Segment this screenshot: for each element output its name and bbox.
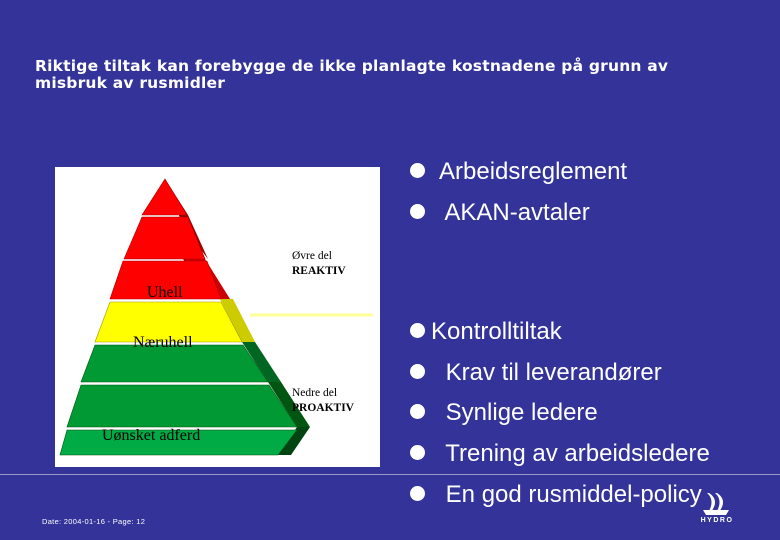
hydro-viking-ship-icon xyxy=(693,490,741,518)
bullet-dot-icon xyxy=(410,163,425,178)
hydro-logo xyxy=(693,490,741,530)
bullet-item xyxy=(410,481,702,509)
level-label-uonsket-adferd: Uønsket adferd xyxy=(102,427,201,444)
logo-text: HYDRO xyxy=(700,517,734,524)
slide-title: Riktige tiltak kan forebygge de ikke planlagte kostnadene på grunn av misbruk av rusmidler xyxy=(35,57,669,92)
bullet-dot-icon xyxy=(410,445,425,460)
pyramid-red-band xyxy=(124,217,205,259)
level-label-naeruhell: Næruhell xyxy=(133,334,193,351)
bullet-item xyxy=(410,359,662,387)
bullet-dot-icon xyxy=(410,404,425,419)
bullet-text: Krav til leverandører xyxy=(439,359,662,386)
bullet-item xyxy=(410,318,562,346)
bullet-text: AKAN-avtaler xyxy=(439,199,590,226)
pyramid-green-band-2 xyxy=(67,385,297,427)
pyramid-graphic xyxy=(55,167,380,467)
bullet-text: Trening av arbeidsledere xyxy=(439,440,710,467)
bullet-dot-icon xyxy=(410,364,425,379)
bullet-dot-icon xyxy=(410,204,425,219)
footer-date-page: Date: 2004-01-16 - Page: 12 xyxy=(42,517,146,526)
bullet-item xyxy=(410,399,598,427)
proactive-label: PROAKTIV xyxy=(292,402,354,414)
bullet-item xyxy=(410,199,590,227)
bullet-text: Kontrolltiltak xyxy=(431,318,562,345)
bullet-item xyxy=(410,440,710,468)
upper-part-label: Øvre del xyxy=(292,250,332,262)
bullet-item xyxy=(410,158,627,186)
level-label-uhell: Uhell xyxy=(147,284,183,301)
lower-part-label: Nedre del xyxy=(292,387,338,399)
pyramid-top-red xyxy=(142,179,187,215)
reactive-label: REAKTIV xyxy=(292,265,346,277)
bullet-text: Synlige ledere xyxy=(439,399,598,426)
safety-pyramid-figure xyxy=(55,167,380,467)
footer-divider xyxy=(0,474,780,475)
bullet-dot-icon xyxy=(410,323,425,338)
bullet-text: Arbeidsreglement xyxy=(439,158,628,185)
bullet-text: En god rusmiddel-policy xyxy=(439,481,702,508)
bullet-dot-icon xyxy=(410,486,425,501)
